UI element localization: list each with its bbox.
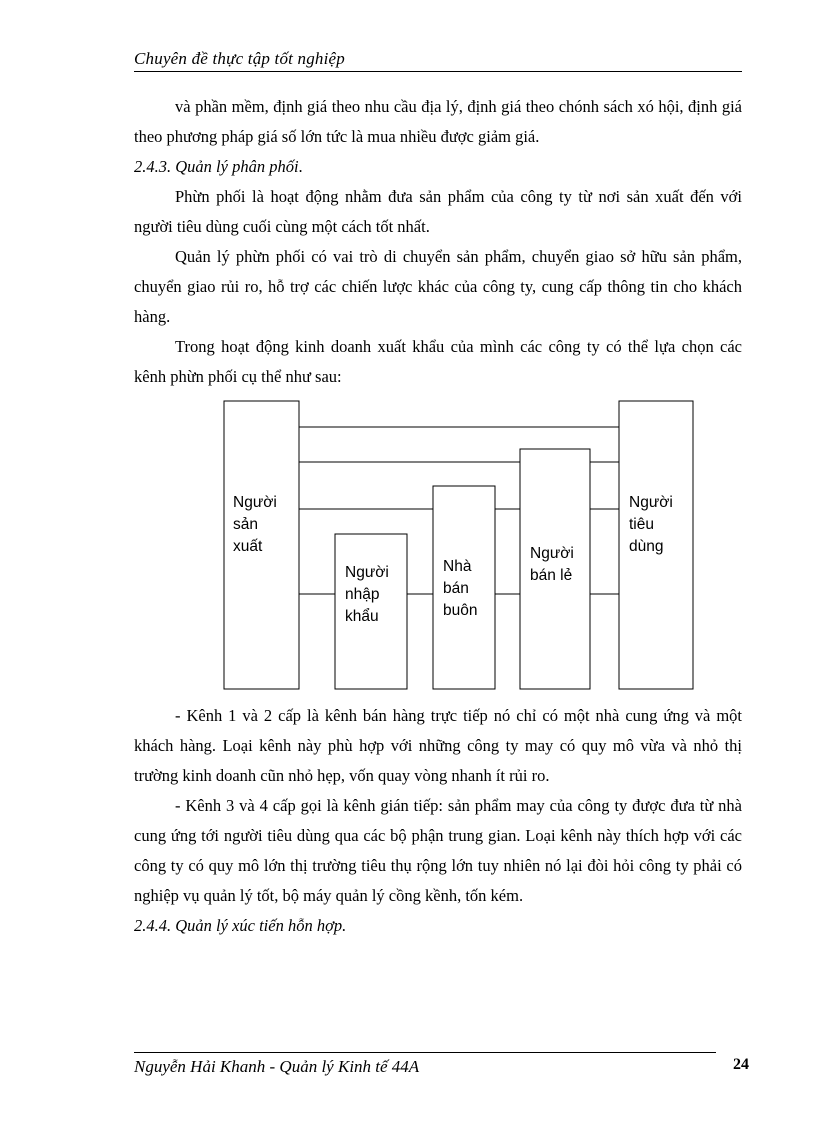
importer-label-3: khẩu (345, 608, 379, 625)
heading-distribution-text: 2.4.3. Quản lý phân phối (134, 157, 299, 176)
text-block-bottom (134, 701, 742, 941)
wholesaler-label-2: bán (443, 580, 469, 597)
paragraph-indirect-channel: - Kênh 3 và 4 cấp gọi là kênh gián tiếp: sản phẩm may của công ty được đưa từ nhà cung ứng tới người tiêu dùng qua các bộ phận trung gian. Loại kênh này thích hợp với các công ty có quy mô lớn thị trường tiêu thụ rộng lớn tuy nhiên nó lại đòi hỏi công ty phải có nghiệp vụ quản lý tốt, bộ máy quản lý cồng kềnh, tốn kém. (134, 796, 742, 905)
paragraph-distribution-definition: Phừn phối là hoạt động nhằm đưa sản phẩm của công ty từ nơi sản xuất đến với người tiêu dùng cuối cùng một cách tốt nhất. (134, 187, 742, 236)
producer-label-2: sản (233, 516, 258, 533)
text-block-top (134, 92, 742, 392)
producer-label-3: xuất (233, 538, 263, 555)
heading-distribution (134, 152, 742, 182)
paragraph-pricing: và phần mềm, định giá theo nhu cầu địa lý, định giá theo chónh sách xó hội, định giá theo phương pháp giá số lớn tức là mua nhiều được giảm giá. (134, 97, 742, 146)
wholesaler-label-1: Nhà (443, 558, 472, 575)
heading-distribution-period: . (298, 157, 303, 176)
importer-label-2: nhập (345, 586, 380, 603)
retailer-label-1: Người (530, 545, 574, 562)
footer-author: Nguyễn Hải Khanh - Quản lý Kinh tế 44A (134, 1057, 420, 1076)
footer-rule (134, 1052, 716, 1053)
retailer-label-2: bán lẻ (530, 567, 573, 584)
consumer-label-1: Người (629, 494, 673, 511)
heading-promotion: 2.4.4. Quản lý xúc tiến hỗn hợp. (134, 916, 347, 935)
header-title: Chuyên đề thực tập tốt nghiệp (134, 49, 346, 68)
consumer-label-3: dùng (629, 538, 664, 555)
page-number: 24 (733, 1056, 749, 1073)
paragraph-channel-intro: Trong hoạt động kinh doanh xuất khẩu của mình các công ty có thể lựa chọn các kênh phừn phối cụ thể như sau: (134, 337, 742, 386)
producer-label-1: Người (233, 494, 277, 511)
distribution-channel-diagram (180, 395, 710, 695)
wholesaler-label-3: buôn (443, 602, 478, 619)
header-rule (134, 71, 742, 72)
paragraph-distribution-role: Quản lý phừn phối có vai trò di chuyển sản phẩm, chuyển giao sở hữu sản phẩm, chuyển giao rủi ro, hỗ trợ các chiến lược khác của công ty, cung cấp thông tin cho khách hàng. (134, 247, 742, 326)
importer-label-1: Người (345, 564, 389, 581)
paragraph-direct-channel: - Kênh 1 và 2 cấp là kênh bán hàng trực tiếp nó chỉ có một nhà cung ứng và một khách hàng. Loại kênh này phù hợp với những công ty may có quy mô vừa và nhỏ thị trường kinh doanh cũn nhỏ hẹp, vốn quay vòng nhanh ít rủi ro. (134, 706, 742, 785)
consumer-label-2: tiêu (629, 516, 654, 533)
